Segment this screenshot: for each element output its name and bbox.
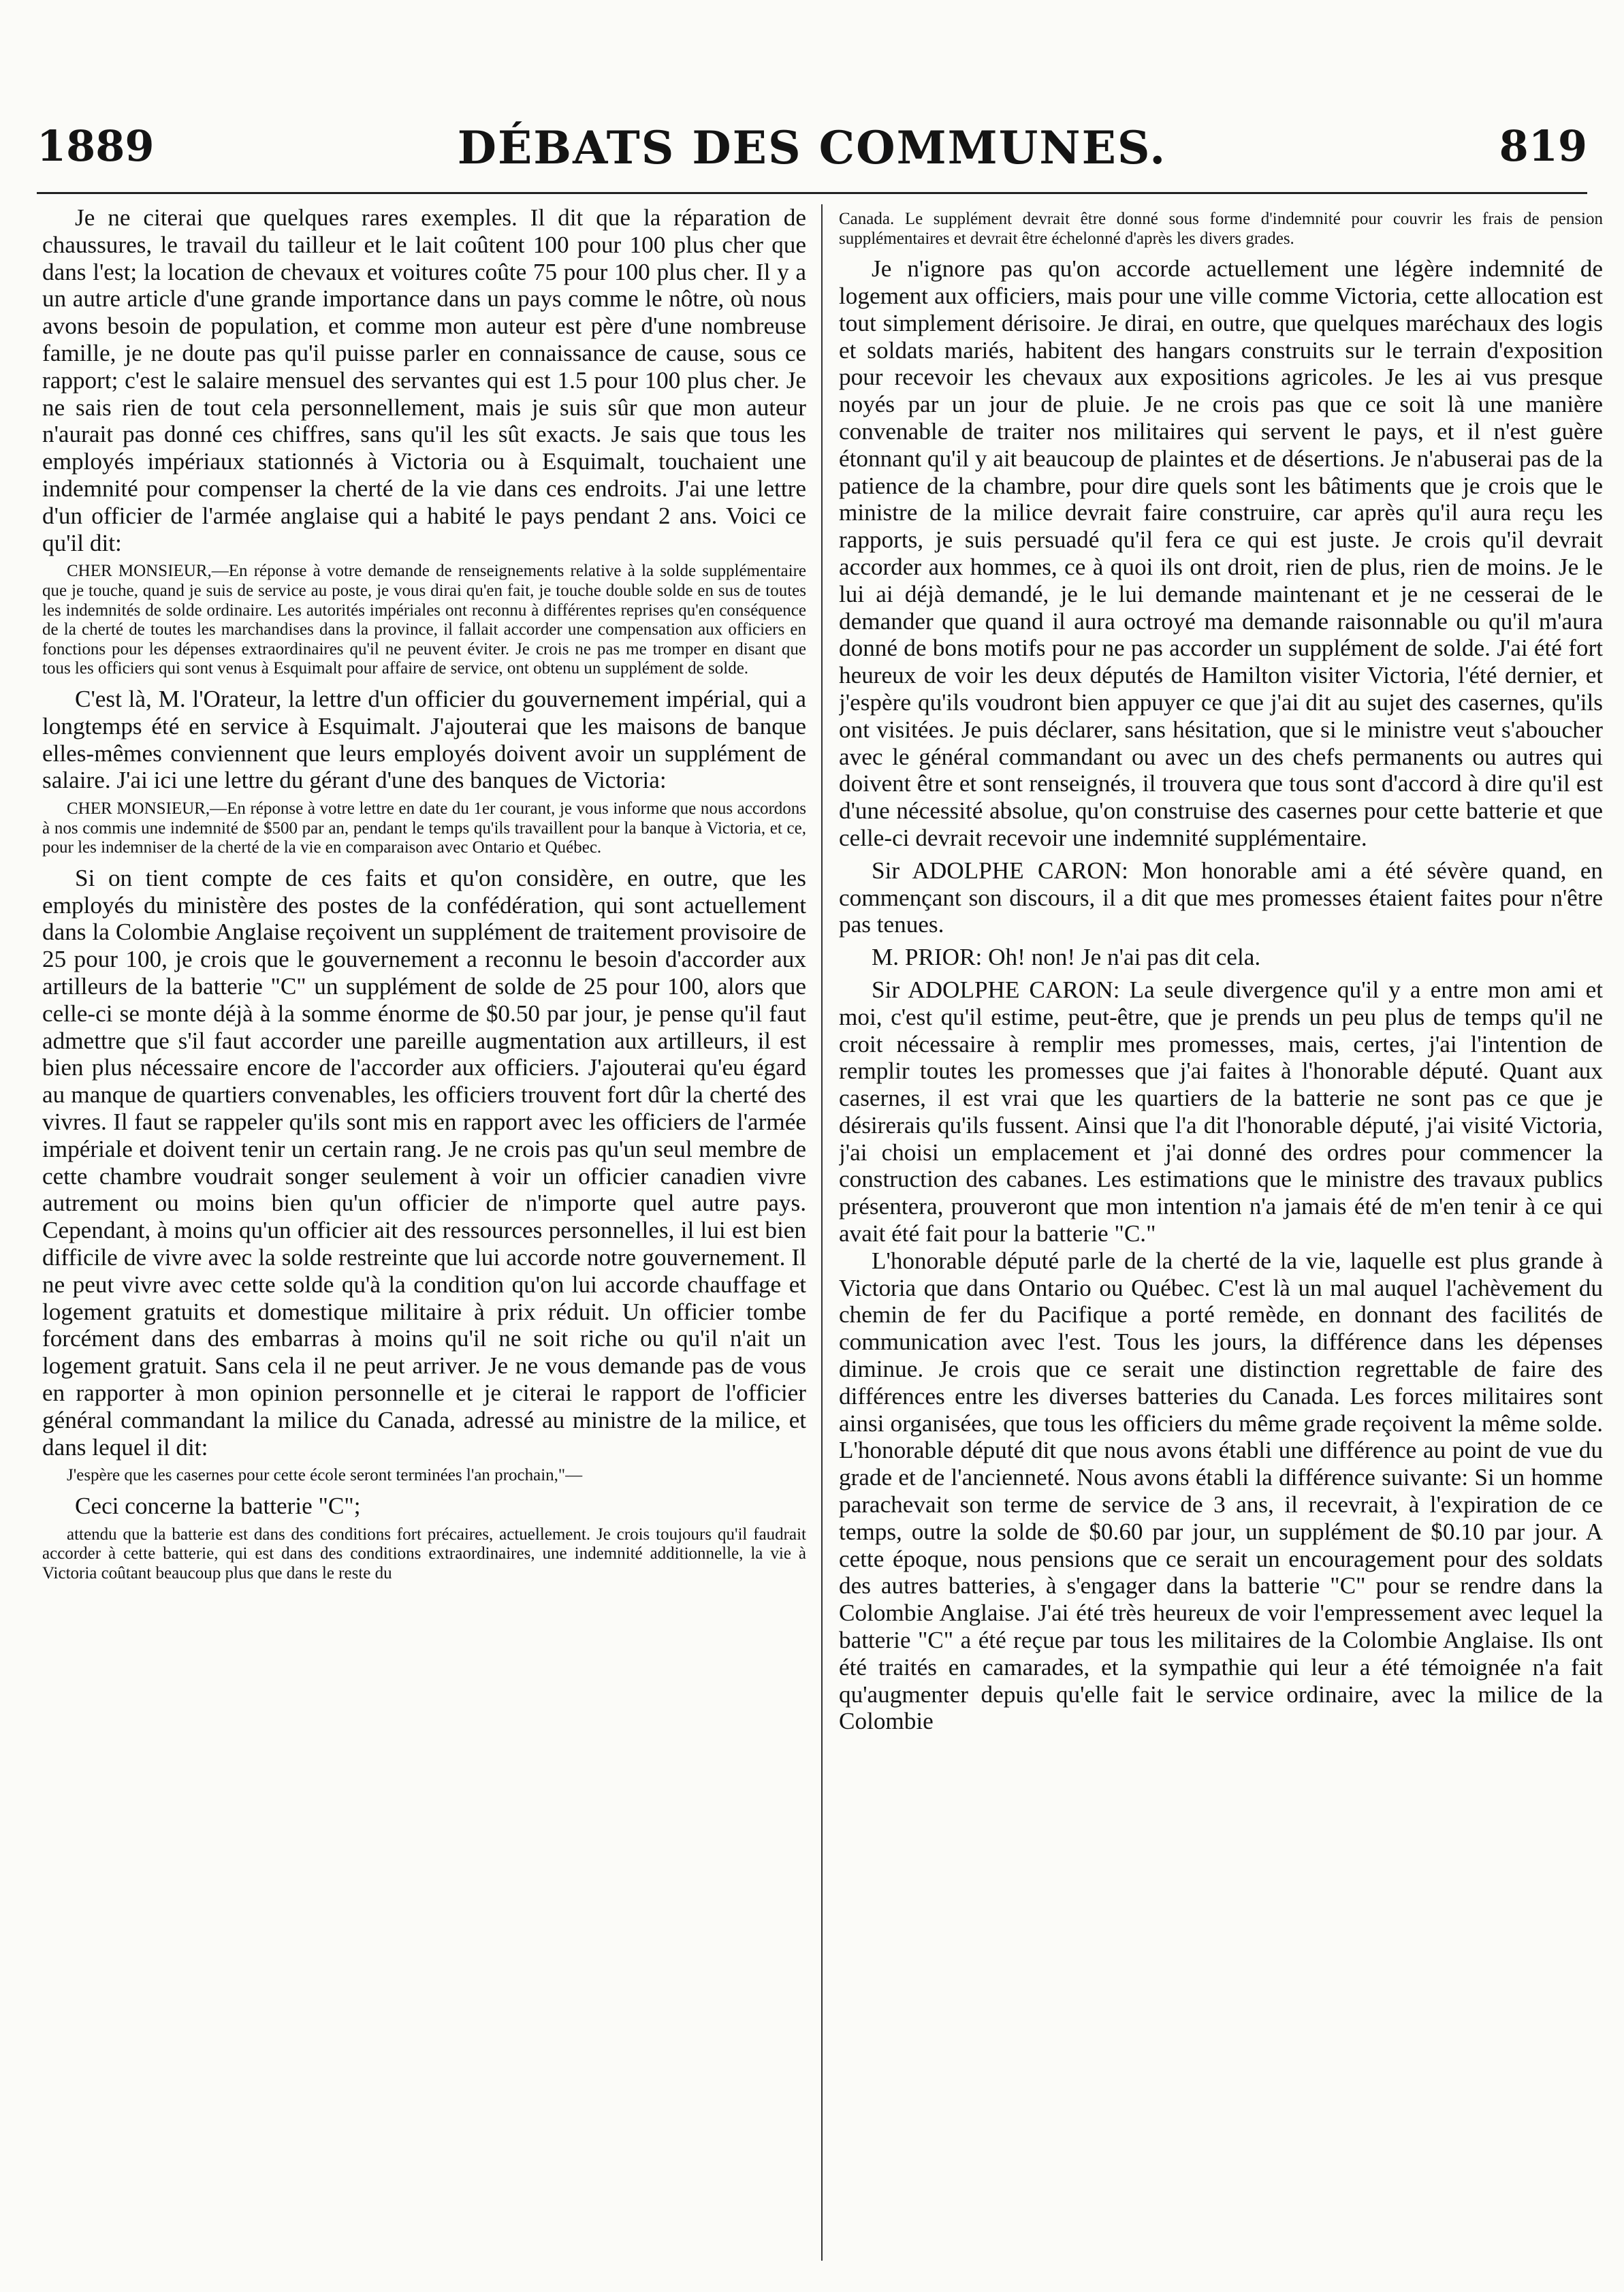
speech-caron: Sir ADOLPHE CARON: La seule divergence qu'il y a entre mon ami et moi, c'est qu'il estime, peut-être, que je prends un peu plus de temps qu'il ne croit nécessaire à remplir mes promesses, mais, certes, j'ai l'intention de remplir toutes les promesses que j'ai faites à l'honorable député. Quant aux casernes, il est vrai que les quartiers de la batterie ne sont pas ce que je désirerais qu'ils fussent. Ainsi que l'a dit l'honorable député, j'ai visité Victoria, j'ai choisi un emplacement et j'ai donné des ordres pour commencer la construction des cabanes. Les estimations que le ministre des travaux publics présentera, prouveront que mon intention n'a jamais été de m'en tenir à ce qui avait été fait pour la batterie "C." bbox=[839, 976, 1603, 1247]
paragraph: Si on tient compte de ces faits et qu'on considère, en outre, que les employés du ministère des postes de la confédération, qui sont actuellement dans la Colombie Anglaise reçoivent un supplément de traitement provisoire de 25 pour 100, je crois que le gouvernement a reconnu le besoin d'accorder aux artilleurs de la batterie "C" un supplément de solde de 25 pour 100, alors que celle-ci se monte déjà à la somme énorme de $0.50 par jour, je pense qu'il faut admettre que s'il faut accorder une pareille augmentation aux artilleurs, il est bien plus nécessaire encore de l'accorder aux officiers. J'ajouterai qu'eu égard au manque de quartiers convenables, les officiers trouvent fort dûr la cherté des vivres. Il faut se rappeler qu'ils sont mis en rapport avec les officiers de l'armée impériale et doivent tenir un certain rang. Je ne crois pas qu'un seul membre de cette chambre voudrait songer seulement à voir un officier canadien vivre autrement ou moins bien qu'un officier de n'importe quel autre pays. Cependant, à moins qu'un officier ait des ressources personnelles, il lui est bien difficile de vivre avec la solde restreinte que lui accorde notre gouvernement. Il ne peut vivre avec cette solde qu'à la condition qu'on lui accorde chauffage et logement gratuits et domestique militaire à prix réduit. Un officier tombe forcément dans des embarras à moins qu'il ne soit riche ou qu'il n'ait un logement gratuit. Sans cela il ne peut arriver. Je ne vous demande pas de vous en rapporter à mon opinion personnelle et je citerai le rapport de l'officier général commandant la milice du Canada, adressé au ministre de la milice, et dans lequel il dit: bbox=[42, 864, 806, 1461]
column-divider bbox=[821, 204, 823, 2261]
quoted-report-continued: Canada. Le supplément devrait être donné sous forme d'indemnité pour couvrir les frais de pension supplémentaires et devrait être échelonné d'après les divers grades. bbox=[839, 210, 1603, 248]
paragraph: Ceci concerne la batterie "C"; bbox=[75, 1493, 361, 1520]
paragraph: Je ne citerai que quelques rares exemples. Il dit que la réparation de chaussures, le travail du tailleur et le lait coûtent 100 pour 100 plus cher que dans l'est; la location de chevaux et voitures coûte 75 pour 100 plus cher. Il y a un autre article d'une grande importance dans un pays comme le nôtre, où nous avons besoin de population, et comme mon auteur est père d'une nombreuse famille, je ne doute pas qu'il puisse parler en connaissance de cause, sous ce rapport; c'est le salaire mensuel des servantes qui est 1.5 pour 100 plus cher. Je ne sais rien de tout cela personnellement, mais je suis sûr que mon auteur n'aurait pas donné ces chiffres, sans qu'il les sût exacts. Je sais que tous les employés impériaux stationnés à Victoria ou à Esquimalt, touchaient une indemnité pour compenser la cherté de la vie dans ces endroits. J'ai une lettre d'un officier de l'armée anglaise qui a habité le pays pendant 2 ans. Voici ce qu'il dit: bbox=[42, 204, 806, 556]
paragraph: Je n'ignore pas qu'on accorde actuellement une légère indemnité de logement aux officiers, mais pour une ville comme Victoria, cette allocation est tout simplement dérisoire. Je dirai, en outre, que quelques maréchaux des logis et soldats mariés, habitent des hangars construits sur le terrain d'exposition pour recevoir les chevaux aux expositions agricoles. Je les ai vus presque noyés par un jour de pluie. Je ne crois pas que ce soit là une manière convenable de traiter nos militaires qui servent le pays, et il n'est guère étonnant qu'il y ait beaucoup de plaintes et de désertions. Je n'abuserai pas de la patience de la chambre, pour dire quels sont les bâtiments que je crois que le ministre de la milice devrait faire construire, car après qu'il aura reçu les rapports, je suis persuadé qu'il fera ce qui est juste. Je crois qu'il devrait accorder aux hommes, ce à quoi ils ont droit, rien de plus, rien de moins. Je le lui ai déjà demandé, je le lui demande maintenant et je ne cesserai de le demander que quand il aura octroyé ma demande raisonnable ou qu'il m'aura donné de bons motifs pour ne pas accorder un supplément de solde. J'ai été fort heureux de voir les deux députés de Hamilton visiter Victoria, l'été dernier, et j'espère qu'ils voudront bien appuyer ce que j'ai dit au sujet des casernes, qu'ils ont visitées. Je puis déclarer, sans hésitation, que si le ministre veut s'aboucher avec le général commandant ou avec un des chefs permanents ou autres qui doivent être et sont renseignés, il trouvera que tous sont d'accord à dire qu'il est d'une nécessité absolue, qu'on construise des casernes pour cette batterie et que celle-ci devrait recevoir une indemnité supplémentaire. bbox=[839, 255, 1603, 851]
speech-prior: M. PRIOR: Oh! non! Je n'ai pas dit cela. bbox=[872, 944, 1261, 971]
header-title: DÉBATS DES COMMUNES. bbox=[457, 121, 1167, 174]
quoted-report: attendu que la batterie est dans des conditions fort précaires, actuellement. Je crois toujours qu'il faudrait accorder à cette batterie, qui est dans des conditions extraordinaires, une indemnité additionnelle, la vie à Victoria coûtant beaucoup plus que dans le reste du bbox=[42, 1525, 806, 1582]
header-page-number: 819 bbox=[1499, 121, 1587, 171]
left-column bbox=[42, 204, 806, 2261]
paragraph: L'honorable député parle de la cherté de la vie, laquelle est plus grande à Victoria que dans Ontario ou Québec. C'est là un mal auquel l'achèvement du chemin de fer du Pacifique a porté remède, en donnant des facilités de communication avec l'est. Tous les jours, la différence dans les dépenses diminue. Je crois que ce serait une distinction regrettable de faire des différences entre les diverses batteries du Canada. Les forces militaires sont ainsi organisées, que tous les officiers du même grade reçoivent la même solde. L'honorable député dit que nous avons établi une différence au point de vue du grade et de l'ancienneté. Nous avons établi la différence suivante: Si un homme parachevait son terme de service de 3 ans, il recevrait, à l'expiration de ce temps, outre la solde de $0.60 par jour, un supplément de $0.10 par jour. A cette époque, nous pensions que ce serait un encouragement pour des soldats des autres batteries, à s'engager dans la batterie "C" pour se rendre dans la Colombie Anglaise. J'ai été très heureux de voir l'empressement avec lequel la batterie "C" a été reçue par tous les militaires de la Colombie Anglaise. Ils ont été traités en camarades, et la sympathie qui leur a été témoignée n'a fait qu'augmenter depuis qu'elle fait le service ordinaire, avec la milice de la Colombie bbox=[839, 1247, 1603, 1735]
header-year: 1889 bbox=[37, 121, 155, 171]
header-rule bbox=[37, 192, 1587, 194]
quoted-report: J'espère que les casernes pour cette école seront terminées l'an prochain,"— bbox=[67, 1466, 583, 1485]
speech-caron: Sir ADOLPHE CARON: Mon honorable ami a été sévère quand, en commençant son discours, il a dit que mes promesses étaient faites pour n'être pas tenues. bbox=[839, 857, 1603, 938]
quoted-letter: CHER MONSIEUR,—En réponse à votre demande de renseignements relative à la solde supplémentaire que je touche, quand je suis de service au poste, je vous dirai qu'en fait, je touche double solde en sus de toutes les indemnités de solde ordinaire. Les autorités impériales ont reconnu à différentes reprises qu'en conséquence de la cherté de toutes les marchandises dans la province, il fallait accorder une compensation aux officiers en fonctions pour les dépenses extraordinaires qu'il ne peuvent éviter. Je crois ne pas me tromper en disant que tous les officiers qui sont venus à Esquimalt pour affaire de service, ont obtenu un supplément de solde. bbox=[42, 562, 806, 678]
paragraph: C'est là, M. l'Orateur, la lettre d'un officier du gouvernement impérial, qui a longtemps été en service à Esquimalt. J'ajouterai que les maisons de banque elles-mêmes conviennent que leurs employés doivent avoir un supplément de salaire. J'ai ici une lettre du gérant d'une des banques de Victoria: bbox=[42, 685, 806, 794]
right-column bbox=[839, 204, 1603, 2261]
page-header bbox=[37, 114, 1587, 182]
quoted-letter: CHER MONSIEUR,—En réponse à votre lettre en date du 1er courant, je vous informe que nous accordons à nos commis une indemnité de $500 par an, pendant le temps qu'ils travaillent pour la banque à Victoria, et ce, pour les indemniser de la cherté de la vie en comparaison avec Ontario et Québec. bbox=[42, 799, 806, 857]
